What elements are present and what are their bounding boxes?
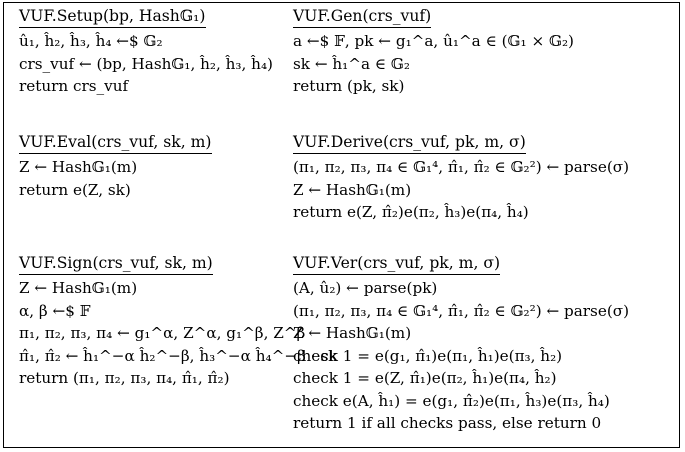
- algorithm-line: π₁, π₂, π₃, π₄ ← g₁^α, Z^α, g₁^β, Z^β: [19, 324, 306, 342]
- algorithm-line: return 1 if all checks pass, else return 0: [293, 414, 602, 432]
- algorithm-line: Z ← Hash𝔾₁(m): [19, 158, 138, 176]
- algorithm-setup: [19, 5, 273, 98]
- algorithm-line: Z ← Hash𝔾₁(m): [293, 324, 412, 342]
- algorithm-sign: [19, 252, 337, 390]
- algorithm-header: VUF.Sign(crs_vuf, sk, m): [19, 252, 213, 275]
- algorithm-eval: [19, 131, 212, 201]
- algorithm-line: Z ← Hash𝔾₁(m): [19, 279, 138, 297]
- algorithm-header: VUF.Setup(bp, Hash𝔾₁): [19, 5, 206, 28]
- algorithm-line: crs_vuf ← (bp, Hash𝔾₁, ĥ₂, ĥ₃, ĥ₄): [19, 54, 273, 73]
- algorithm-header: VUF.Eval(crs_vuf, sk, m): [19, 131, 212, 154]
- algorithm-line: return crs_vuf: [19, 77, 129, 95]
- algorithm-line: (π₁, π₂, π₃, π₄ ∈ 𝔾₁⁴, π̂₁, π̂₂ ∈ 𝔾₂²) ← parse(σ): [293, 301, 630, 320]
- algorithm-line: Z ← Hash𝔾₁(m): [293, 180, 412, 199]
- algorithm-gen: [293, 5, 574, 98]
- algorithm-line: α, β ←$ 𝔽: [19, 301, 91, 320]
- algorithm-header: VUF.Derive(crs_vuf, pk, m, σ): [293, 131, 526, 154]
- algorithm-header: VUF.Ver(crs_vuf, pk, m, σ): [293, 252, 500, 275]
- algorithm-line: a ←$ 𝔽, pk ← g₁^a, û₁^a ∈ (𝔾₁ × 𝔾₂): [293, 32, 574, 50]
- algorithm-line: (π₁, π₂, π₃, π₄ ∈ 𝔾₁⁴, π̂₁, π̂₂ ∈ 𝔾₂²) ← parse(σ): [293, 158, 630, 176]
- algorithm-line: check 1 = e(Z, π̂₁)e(π₂, ĥ₁)e(π₄, ĥ₂): [293, 369, 557, 387]
- algorithm-derive: [293, 131, 629, 224]
- algorithm-line: return (pk, sk): [293, 77, 405, 95]
- algorithm-line: check e(A, ĥ₁) = e(g₁, π̂₂)e(π₁, ĥ₃)e(π₃, ĥ₄): [293, 391, 610, 410]
- algorithm-ver: [293, 252, 629, 435]
- algorithm-line: π̂₁, π̂₂ ← ĥ₁^−α ĥ₂^−β, ĥ₃^−α ĥ₄^−β · sk: [19, 346, 338, 365]
- algorithm-line: return (π₁, π₂, π₃, π₄, π̂₁, π̂₂): [19, 369, 230, 387]
- algorithm-line: return e(Z, π̂₂)e(π₂, ĥ₃)e(π₄, ĥ₄): [293, 203, 529, 221]
- algorithm-line: return e(Z, sk): [19, 180, 131, 199]
- algorithm-line: check 1 = e(g₁, π̂₁)e(π₁, ĥ₁)e(π₃, ĥ₂): [293, 346, 563, 365]
- algorithm-header: VUF.Gen(crs_vuf): [293, 5, 431, 28]
- algorithm-line: (A, û₂) ← parse(pk): [293, 279, 438, 297]
- algorithm-line: û₁, ĥ₂, ĥ₃, ĥ₄ ←$ 𝔾₂: [19, 32, 163, 50]
- algorithm-line: sk ← ĥ₁^a ∈ 𝔾₂: [293, 54, 410, 73]
